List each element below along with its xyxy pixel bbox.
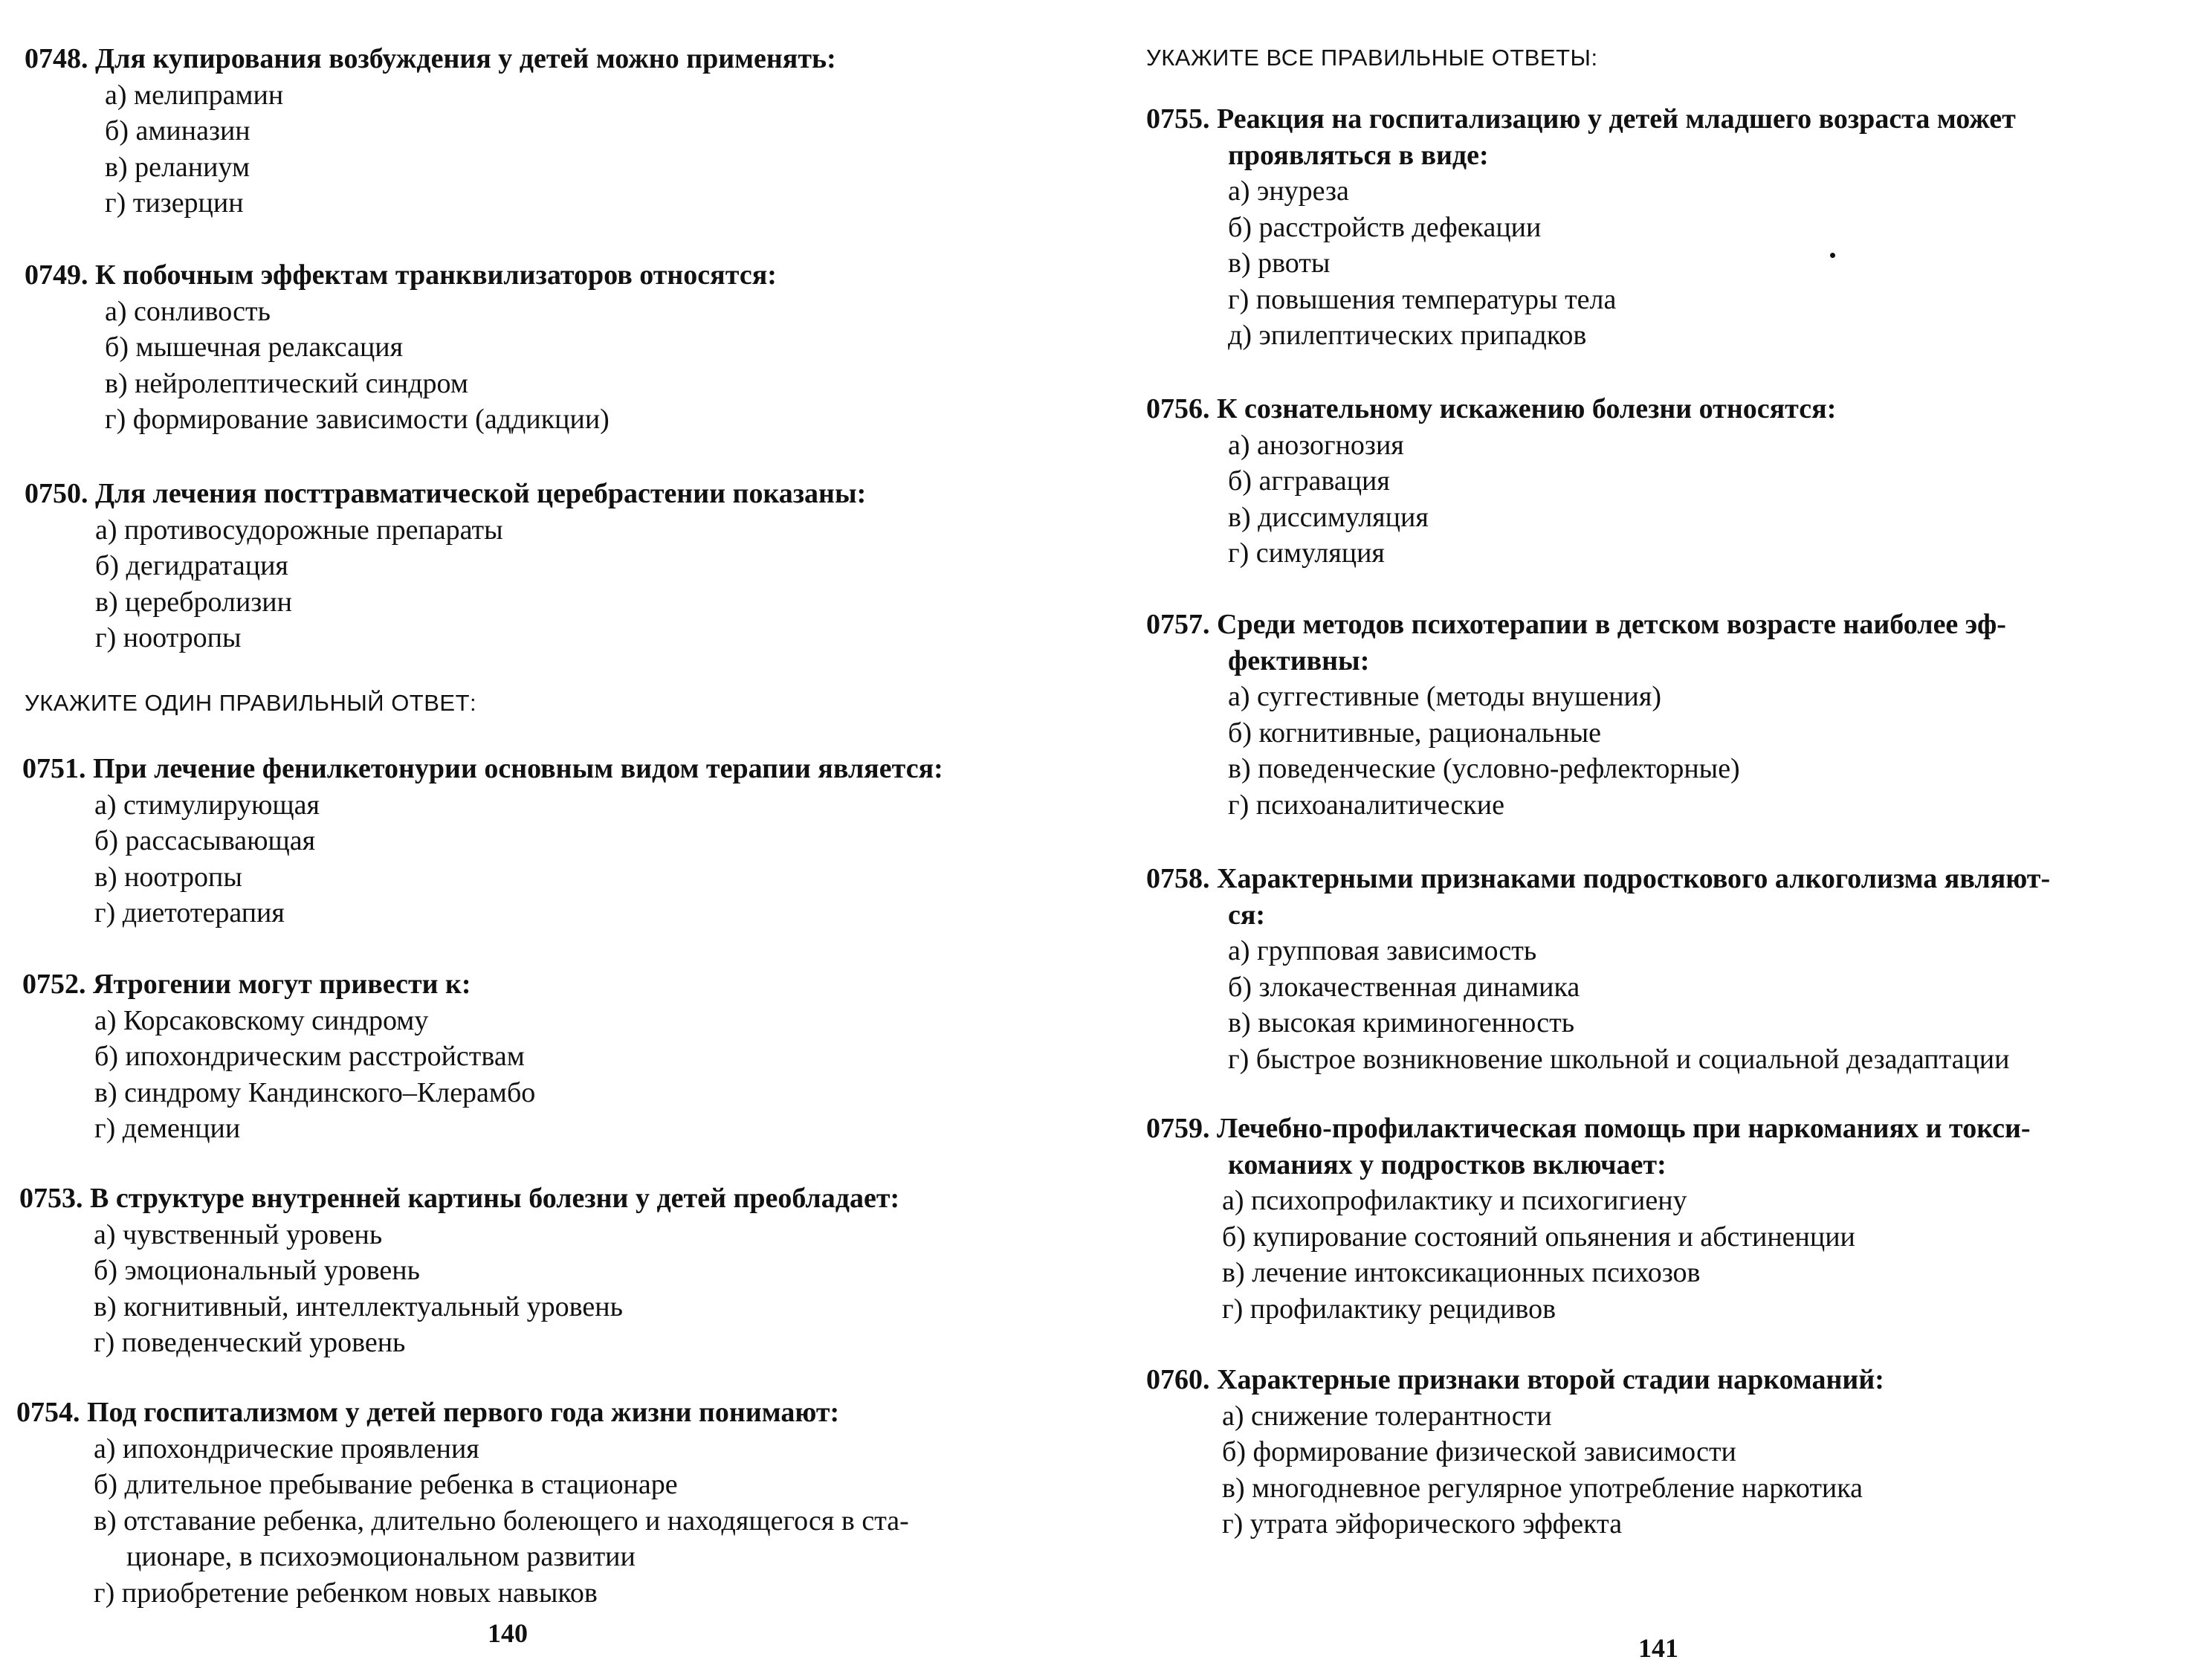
option-b: б) аггравация — [1228, 465, 1390, 497]
question-text: Среди методов психотерапии в детском возрасте наиболее эф- — [1217, 609, 2006, 640]
option-b: б) купирование состояний опьянения и абстиненции — [1222, 1221, 1855, 1253]
question-0751 — [22, 751, 943, 931]
option-d: г) психоаналитические — [1228, 789, 1504, 821]
question-number: 0759. — [1146, 1113, 1210, 1144]
option-c: в) поведенческие (условно-рефлекторные) — [1228, 753, 1740, 784]
page-number: 141 — [1638, 1633, 1678, 1663]
option-b: б) рассасывающая — [94, 825, 316, 856]
question-text-continuation: ся: — [1228, 899, 1266, 931]
option-a: а) стимулирующая — [94, 789, 320, 821]
option-b: б) дегидратация — [95, 550, 288, 581]
option-b: б) формирование физической зависимости — [1222, 1436, 1736, 1467]
option-b: б) длительное пребывание ребенка в стационаре — [94, 1469, 678, 1500]
option-b: б) расстройств дефекации — [1228, 211, 1542, 243]
option-a: а) противосудорожные препараты — [95, 514, 503, 546]
option-a: а) ипохондрические проявления — [94, 1432, 479, 1464]
option-c: в) лечение интоксикационных психозов — [1222, 1257, 1701, 1288]
option-a: а) энуреза — [1228, 175, 1349, 207]
option-d: г) тизерцин — [105, 187, 244, 219]
question-number: 0755. — [1146, 103, 1210, 135]
question-number: 0751. — [22, 753, 86, 784]
question-number: 0757. — [1146, 609, 1210, 640]
right-page — [1097, 0, 2195, 1680]
option-b: б) мышечная релаксация — [105, 332, 404, 363]
question-number: 0754. — [16, 1397, 80, 1428]
option-a: а) сонливость — [105, 295, 271, 327]
option-a: а) анозогнозия — [1228, 429, 1404, 461]
question-0750 — [25, 476, 866, 656]
question-text: К побочным эффектам транквилизаторов относятся: — [95, 259, 777, 291]
page-number: 140 — [488, 1618, 528, 1648]
instruction-all-answers: УКАЖИТЕ ВСЕ ПРАВИЛЬНЫЕ ОТВЕТЫ: — [1146, 45, 1598, 71]
question-text: При лечение фенилкетонурии основным видом терапии является: — [93, 753, 943, 784]
option-c: в) многодневное регулярное употребление наркотика — [1222, 1472, 1863, 1504]
question-0748 — [25, 41, 836, 222]
question-number: 0753. — [19, 1183, 83, 1214]
question-0752 — [22, 966, 535, 1147]
question-text: Характерными признаками подросткового алкоголизма являют- — [1217, 863, 2051, 894]
option-d: г) утрата эйфорического эффекта — [1222, 1508, 1623, 1540]
option-a: а) чувственный уровень — [94, 1218, 383, 1250]
option-d: г) диетотерапия — [94, 897, 285, 928]
question-text: Под госпитализмом у детей первого года жизни понимают: — [87, 1397, 840, 1428]
option-a: а) мелипрамин — [105, 79, 284, 111]
option-a: а) снижение толерантности — [1222, 1400, 1552, 1432]
question-text-continuation: фективны: — [1228, 644, 1370, 676]
question-text: В структуре внутренней картины болезни у детей преобладает: — [90, 1183, 900, 1214]
question-number: 0750. — [25, 478, 88, 509]
option-b: б) ипохондрическим расстройствам — [94, 1041, 525, 1072]
question-0755 — [1146, 101, 2016, 354]
option-d: г) ноотропы — [95, 622, 242, 653]
option-c: в) церебролизин — [95, 586, 292, 618]
option-c: в) когнитивный, интеллектуальный уровень — [94, 1290, 623, 1322]
question-text-continuation: проявляться в виде: — [1228, 139, 1489, 171]
option-b: б) злокачественная динамика — [1228, 971, 1580, 1003]
question-0757 — [1146, 607, 2006, 823]
option-c-continuation: ционаре, в психоэмоциональном развитии — [126, 1541, 636, 1572]
question-0749 — [25, 257, 777, 438]
option-c: в) ноотропы — [94, 861, 242, 893]
option-d: г) приобретение ребенком новых навыков — [94, 1577, 598, 1609]
question-text: Ятрогении могут привести к: — [93, 969, 471, 1000]
left-page — [0, 0, 1097, 1680]
option-d: г) симуляция — [1228, 537, 1385, 569]
option-d: г) профилактику рецидивов — [1222, 1293, 1556, 1325]
instruction-single-answer: УКАЖИТЕ ОДИН ПРАВИЛЬНЫЙ ОТВЕТ: — [25, 690, 477, 716]
question-text: Характерные признаки второй стадии наркоманий: — [1217, 1364, 1884, 1395]
option-a: а) суггестивные (методы внушения) — [1228, 681, 1662, 712]
question-text: Для лечения посттравматической церебрастении показаны: — [95, 478, 867, 509]
question-number: 0760. — [1146, 1364, 1210, 1395]
option-d: г) деменции — [94, 1113, 241, 1144]
option-c: в) реланиум — [105, 151, 250, 183]
question-0760 — [1146, 1362, 1884, 1542]
question-text: Лечебно-профилактическая помощь при наркоманиях и токси- — [1217, 1113, 2031, 1144]
option-d: г) поведенческий уровень — [94, 1327, 406, 1358]
question-text: Реакция на госпитализацию у детей младшего возраста может — [1217, 103, 2016, 135]
option-d: г) формирование зависимости (аддикции) — [105, 404, 610, 435]
option-e: д) эпилептических припадков — [1228, 320, 1587, 351]
question-text: К сознательному искажению болезни относятся: — [1217, 393, 1837, 424]
scan-speck — [1830, 253, 1835, 258]
question-0756 — [1146, 391, 1836, 572]
option-c: в) рвоты — [1228, 248, 1331, 279]
option-b: б) аминазин — [105, 115, 250, 146]
option-b: б) эмоциональный уровень — [94, 1255, 420, 1286]
question-number: 0758. — [1146, 863, 1210, 894]
option-b: б) когнитивные, рациональные — [1228, 717, 1601, 749]
option-c: в) отставание ребенка, длительно болеющего и находящегося в ста- — [94, 1505, 909, 1537]
question-number: 0756. — [1146, 393, 1210, 424]
option-a: а) Корсаковскому синдрому — [94, 1004, 429, 1036]
option-c: в) синдрому Кандинского–Клерамбо — [94, 1076, 536, 1108]
option-d: г) быстрое возникновение школьной и социальной дезадаптации — [1228, 1043, 2010, 1075]
question-number: 0748. — [25, 43, 88, 74]
option-d: г) повышения температуры тела — [1228, 283, 1617, 315]
option-c: в) высокая криминогенность — [1228, 1007, 1575, 1038]
question-number: 0749. — [25, 259, 88, 291]
question-text: Для купирования возбуждения у детей можно применять: — [95, 43, 836, 74]
question-number: 0752. — [22, 969, 86, 1000]
option-a: а) групповая зависимость — [1228, 935, 1537, 966]
option-c: в) нейролептический синдром — [105, 367, 468, 399]
option-a: а) психопрофилактику и психогигиену — [1222, 1185, 1687, 1216]
question-0758 — [1146, 861, 2050, 1077]
option-c: в) диссимуляция — [1228, 501, 1429, 533]
question-0753 — [19, 1180, 899, 1361]
question-0754 — [16, 1395, 909, 1611]
question-0759 — [1146, 1111, 2031, 1327]
question-text-continuation: команиях у подростков включает: — [1228, 1148, 1667, 1180]
